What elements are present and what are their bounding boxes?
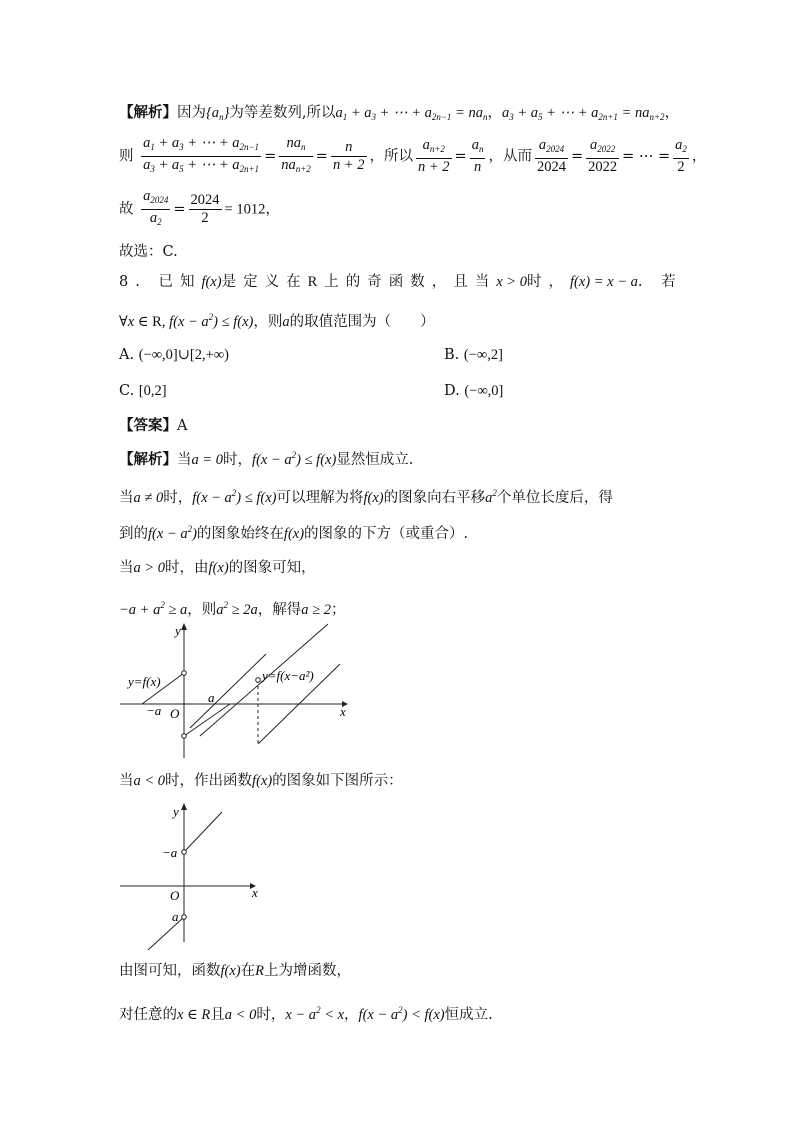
analysis2-line-2: 当a ≠ 0时，$f(x - a^2) \le f(x)$可以理解为将f(x)的图象向右平移$a^2$个单位长度后，得 — [119, 488, 613, 506]
q8-stem-line-2: ∀x ∈ R, $f(x - a^2) \le f(x)$，则a的取值范围为（ ） — [119, 312, 435, 330]
answer-line: 【答案】A — [119, 417, 188, 434]
svg-text:y: y — [175, 623, 181, 638]
svg-text:y=f(x): y=f(x) — [128, 674, 161, 689]
figure-2-graph — [118, 800, 268, 950]
analysis2-line-8: 对任意的x ∈ R且a < 0时，$x - a^2 < x$，$f(x - a^2) < f(x)$恒成立. — [119, 1005, 493, 1023]
formula-odd-sum-2: $a_3 + a_5$ + ⋯ + $a_{2n+1} = na_{n+2}$ — [501, 105, 665, 122]
analysis2-line-7: 由图可知，函数f(x)在R上为增函数， — [119, 963, 351, 979]
final-choice: 故选：C. — [119, 244, 178, 260]
analysis2-line-3: 到的$f(x - a^2)$的图象始终在f(x)的图象的下方（或重合）. — [119, 524, 469, 542]
q8-stem-line-1: 8. 已知f(x)是定义在R上的奇函数，且当x > 0时，f(x) = x − a. 若 — [119, 274, 683, 290]
formula-odd-sum: $a_1 + a_3$ + ⋯ + $a_{2n-1} = na_n$ — [335, 105, 488, 122]
analysis-line-3: 故 $\frac{a_{2024}}{a_2}$ = $\frac{2024}{2}$ = 1012， — [119, 188, 280, 227]
analysis-line-2: 则 $\frac{a_1 + a_3 + \cdots + a_{2n-1}}{a_3 + a_5 + \cdots + a_{2n+1}}$ = $\frac{na_n}{na_{n+2}}$ = $\frac{n}{n + 2}$ ，所以 $\frac{a_{n+2}}{n + 2}$ = $\frac{a_n}{n}$ ，从而 $\frac{a_{2024}}{2024}$ = $\frac{a_{2022}}{2022}$ = ⋯ = $\frac{a_2}{2}$ ， — [119, 135, 706, 178]
svg-text:−a: −a — [162, 845, 178, 860]
svg-text:x: x — [252, 885, 258, 900]
y-arrow-icon — [181, 803, 187, 810]
svg-text:a: a — [172, 909, 179, 924]
seq-an: $\{a_n\}$ — [206, 105, 230, 122]
analysis2-line-6: 当a < 0时，作出函数f(x)的图象如下图所示： — [119, 773, 403, 789]
y-arrow-icon — [181, 623, 187, 630]
option-b[interactable]: B. (−∞,2] — [444, 347, 503, 363]
svg-text:−a: −a — [146, 703, 162, 718]
figure-1-graph — [118, 618, 358, 768]
analysis2-line-4: 当a > 0时，由f(x)的图象可知， — [119, 560, 316, 576]
option-c[interactable]: C. [0,2] — [119, 383, 167, 399]
analysis-line-1: 【解析】因为$\{a_n\}$为等差数列,所以$a_1 + a_3$ + ⋯ + $a_{2n-1} = na_n$，$a_3 + a_5$ + ⋯ + $a_{2n+1} = na_{n+2}$， — [119, 104, 680, 122]
analysis2-line-5: $-a + a^2 \ge a$，则$a^2 \ge 2a$，解得a ≥ 2； — [119, 600, 346, 618]
option-d[interactable]: D. (−∞,0] — [444, 383, 504, 399]
svg-text:y=f(x−a²): y=f(x−a²) — [262, 668, 314, 683]
q8-number: 8. — [119, 274, 147, 290]
svg-text:a: a — [208, 690, 215, 705]
svg-text:O: O — [170, 706, 180, 721]
svg-text:x: x — [340, 704, 346, 719]
svg-text:y: y — [173, 804, 179, 819]
svg-text:O: O — [170, 888, 180, 903]
option-a[interactable]: A. (−∞,0]∪[2,+∞) — [119, 347, 229, 363]
analysis2-line-1: 【解析】当a = 0时，$f(x - a^2) \le f(x)$显然恒成立. — [119, 450, 414, 468]
analysis-label: 【解析】 — [119, 104, 177, 121]
fraction-ratio: $\frac{a_1 + a_3 + \cdots + a_{2n-1}}{a_3 + a_5 + \cdots + a_{2n+1}}$ — [143, 135, 260, 174]
